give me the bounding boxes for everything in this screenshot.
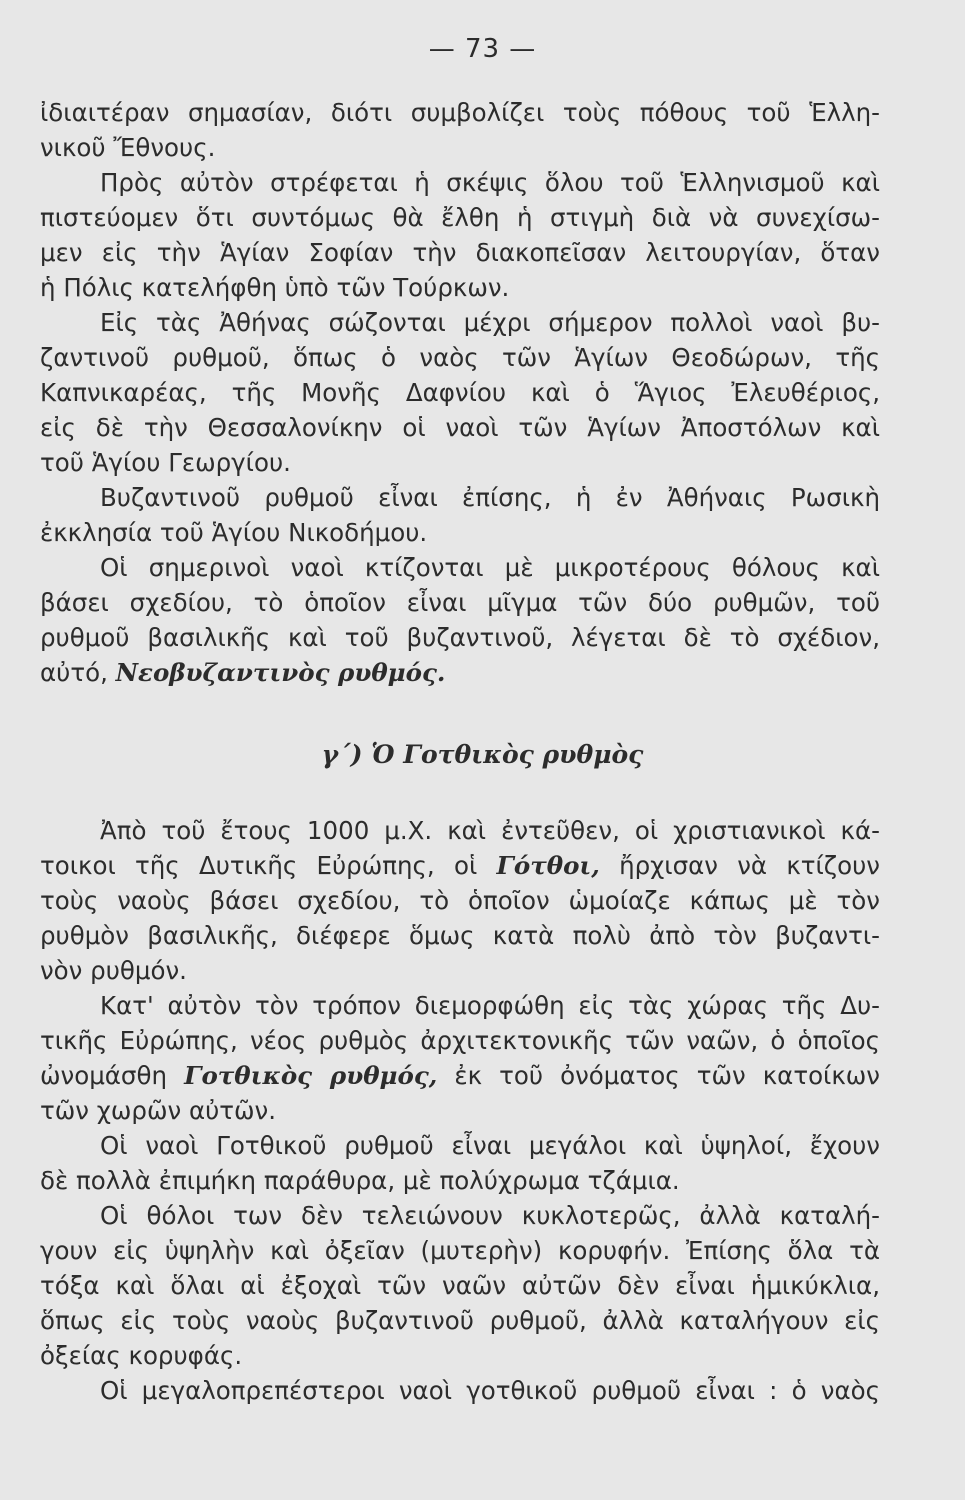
text-line: Κατ' αὐτὸν τὸν τρόπον διεμορφώθη εἰς τὰς χώρας τῆς Δυ- — [100, 991, 880, 1020]
text-line: Οἱ θόλοι των δὲν τελειώνουν κυκλοτερῶς, ἀλλὰ καταλή- — [100, 1201, 880, 1230]
text-line: ἰδιαιτέραν σημασίαν, διότι συμβολίζει τοὺς πόθους τοῦ Ἑλλη- — [40, 98, 880, 127]
text-line: Οἱ μεγαλοπρεπέστεροι ναοὶ γοτθικοῦ ρυθμοῦ εἶναι : ὁ ναὸς — [100, 1376, 880, 1405]
text-line: Οἱ σημερινοὶ ναοὶ κτίζονται μὲ μικροτέρους θόλους καὶ — [100, 553, 880, 582]
text-line: νὸν ρυθμόν. — [40, 956, 187, 985]
text-fragment: ὠνομάσθη — [40, 1061, 185, 1090]
text-line: Καπνικαρέας, τῆς Μονῆς Δαφνίου καὶ ὁ Ἅγιος Ἐλευθέριος, — [40, 378, 880, 407]
text-line: Πρὸς αὐτὸν στρέφεται ἡ σκέψις ὅλου τοῦ Ἑλληνισμοῦ καὶ — [100, 168, 880, 197]
text-line: Βυζαντινοῦ ρυθμοῦ εἶναι ἐπίσης, ἡ ἐν Ἀθήναις Ρωσικὴ — [100, 483, 880, 512]
text-line: τοῦ Ἁγίου Γεωργίου. — [40, 448, 291, 477]
text-line — [40, 849, 880, 883]
emphasized-term: Γοτθικὸς ρυθμός, — [184, 1061, 438, 1090]
text-line: Ἀπὸ τοῦ ἔτους 1000 μ.Χ. καὶ ἐντεῦθεν, οἱ χριστιανικοὶ κά- — [100, 816, 880, 845]
page-number: — 73 — — [428, 34, 537, 64]
text-line: ρυθμὸν βασιλικῆς, διέφερε ὅμως κατὰ πολὺ ἀπὸ τὸν βυζαντι- — [40, 921, 880, 950]
text-line: ἡ Πόλις κατελήφθη ὑπὸ τῶν Τούρκων. — [40, 273, 510, 302]
text-line: εἰς δὲ τὴν Θεσσαλονίκην οἱ ναοὶ τῶν Ἁγίων Ἀποστόλων καὶ — [40, 413, 880, 442]
text-line: τῶν χωρῶν αὐτῶν. — [40, 1096, 277, 1125]
text-line: ἐκκλησία τοῦ Ἁγίου Νικοδήμου. — [40, 518, 428, 547]
text-line: ζαντινοῦ ρυθμοῦ, ὅπως ὁ ναὸς τῶν Ἁγίων Θεοδώρων, τῆς — [40, 343, 880, 372]
emphasized-term: Γότθοι, — [496, 851, 600, 880]
text-line — [40, 656, 880, 690]
emphasized-term: Νεοβυζαντινὸς ρυθμός. — [115, 658, 446, 687]
text-line: ὀξείας κορυφάς. — [40, 1341, 243, 1370]
text-line — [40, 1059, 880, 1093]
text-fragment: αὐτό, — [40, 658, 116, 687]
text-line: Εἰς τὰς Ἀθήνας σώζονται μέχρι σήμερον πολλοὶ ναοὶ βυ- — [100, 308, 880, 337]
text-line: πιστεύομεν ὅτι συντόμως θὰ ἔλθη ἡ στιγμὴ διὰ νὰ συνεχίσω- — [40, 203, 880, 232]
text-line: γουν εἰς ὑψηλὴν καὶ ὀξεῖαν (μυτερὴν) κορυφήν. Ἐπίσης ὅλα τὰ — [40, 1236, 880, 1265]
text-fragment: ἐκ τοῦ ὀνόματος τῶν κατοίκων — [437, 1061, 880, 1090]
text-line: τικῆς Εὐρώπης, νέος ρυθμὸς ἀρχιτεκτονικῆς τῶν ναῶν, ὁ ὁποῖος — [40, 1026, 880, 1055]
text-fragment: ἤρχισαν νὰ κτίζουν — [599, 851, 880, 880]
text-line: ρυθμοῦ βασιλικῆς καὶ τοῦ βυζαντινοῦ, λέγεται δὲ τὸ σχέδιον, — [40, 623, 880, 652]
text-line: δὲ πολλὰ ἐπιμήκη παράθυρα, μὲ πολύχρωμα τζάμια. — [40, 1166, 680, 1195]
text-line: τοὺς ναοὺς βάσει σχεδίου, τὸ ὁποῖον ὡμοίαζε κάπως μὲ τὸν — [40, 886, 880, 915]
text-line: Οἱ ναοὶ Γοτθικοῦ ρυθμοῦ εἶναι μεγάλοι καὶ ὑψηλοί, ἔχουν — [100, 1131, 880, 1160]
text-line: τόξα καὶ ὅλαι αἱ ἐξοχαὶ τῶν ναῶν αὐτῶν δὲν εἶναι ἡμικύκλια, — [40, 1271, 880, 1300]
text-line: μεν εἰς τὴν Ἁγίαν Σοφίαν τὴν διακοπεῖσαν λειτουργίαν, ὅταν — [40, 238, 880, 267]
text-line: ὅπως εἰς τοὺς ναοὺς βυζαντινοῦ ρυθμοῦ, ἀλλὰ καταλήγουν εἰς — [40, 1306, 880, 1335]
text-line: βάσει σχεδίου, τὸ ὁποῖον εἶναι μῖγμα τῶν δύο ρυθμῶν, τοῦ — [40, 588, 880, 617]
section-heading: γ΄) Ὁ Γοτθικὸς ρυθμὸς — [321, 740, 644, 769]
text-line: νικοῦ Ἔθνους. — [40, 133, 216, 162]
text-fragment: τοικοι τῆς Δυτικῆς Εὐρώπης, οἱ — [40, 851, 497, 880]
